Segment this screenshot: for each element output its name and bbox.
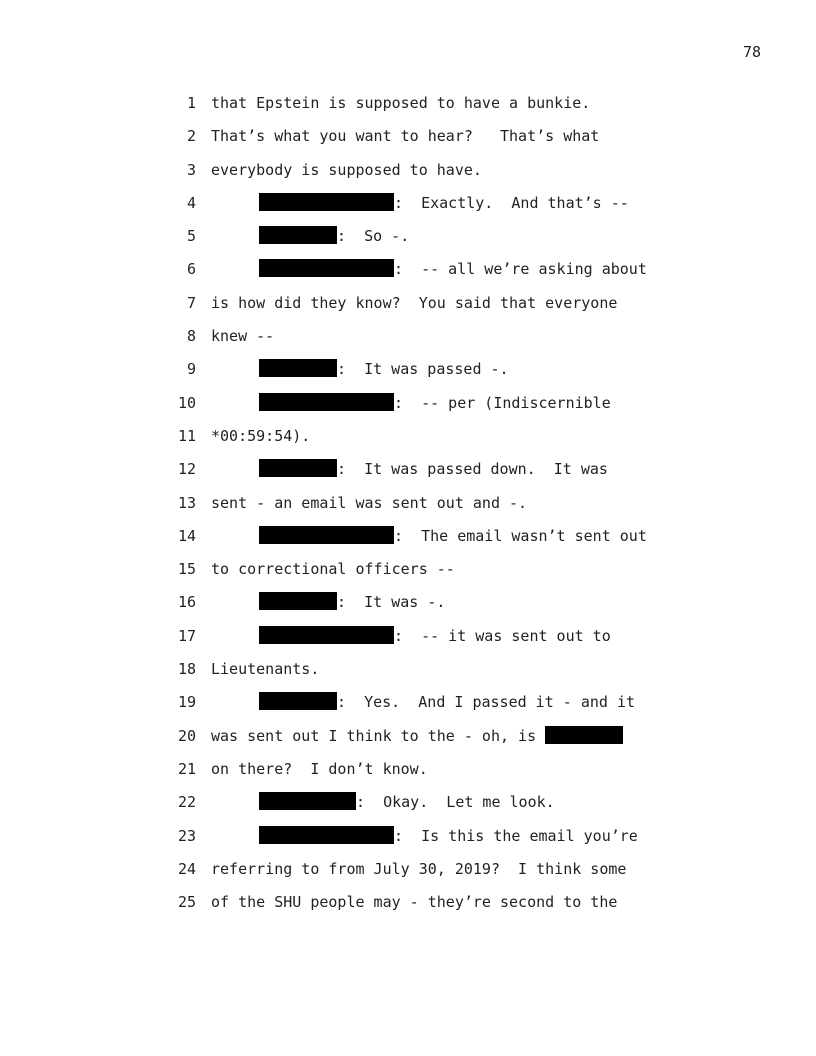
line-number: 21 [177,759,196,778]
speaker-redaction [259,259,394,277]
line-number: 12 [177,460,196,479]
line-content: of the SHU people may - they’re second to the [211,893,618,912]
line-content: : The email wasn’t sent out [394,526,647,545]
speaker-redaction [259,193,394,211]
speaker-redaction [259,226,337,244]
transcript-body [0,92,816,924]
line-text [211,392,611,414]
transcript-line [0,625,816,658]
transcript-line [0,325,816,358]
line-content: *00:59:54). [211,426,311,445]
speaker-redaction [259,626,394,644]
line-text [211,325,274,347]
transcript-line [0,159,816,192]
line-content: That’s what you want to hear? That’s what [211,127,600,146]
line-content: : Exactly. And that’s -- [394,193,629,212]
transcript-line [0,891,816,924]
speaker-redaction [259,692,337,710]
line-content: sent - an email was sent out and -. [211,493,528,512]
line-content: was sent out I think to the - oh, is [211,726,537,745]
line-number: 23 [177,826,196,845]
transcript-line [0,392,816,425]
transcript-line [0,292,816,325]
line-text [211,625,611,647]
line-number: 17 [177,626,196,645]
line-text [211,192,629,214]
line-text [211,691,635,713]
line-number: 7 [186,293,196,312]
line-content: Lieutenants. [211,660,320,679]
line-content: : Is this the email you’re [394,826,638,845]
transcript-line [0,125,816,158]
line-number: 5 [186,227,196,246]
line-number: 1 [186,94,196,112]
line-number: 2 [186,127,196,146]
speaker-redaction [259,592,337,610]
line-text [211,258,647,280]
line-content: : Yes. And I passed it - and it [337,693,636,712]
line-text [211,791,555,813]
transcript-line [0,825,816,858]
transcript-line [0,858,816,891]
line-number: 20 [177,726,196,745]
line-content: : -- all we’re asking about [394,260,647,279]
transcript-line [0,458,816,491]
line-number: 3 [186,160,196,179]
transcript-line [0,758,816,791]
line-number: 4 [186,193,196,212]
line-content: : It was passed down. It was [337,460,608,479]
transcript-line [0,92,816,125]
line-number: 25 [177,893,196,912]
line-number: 8 [186,327,196,346]
transcript-line [0,192,816,225]
line-number: 19 [177,693,196,712]
transcript-line [0,691,816,724]
transcript-line [0,725,816,758]
line-number: 16 [177,593,196,612]
line-text [211,358,509,380]
line-text [211,525,647,547]
transcript-line [0,658,816,691]
line-number: 9 [186,360,196,379]
line-content: on there? I don’t know. [211,759,428,778]
speaker-redaction [259,359,337,377]
line-number: 24 [177,859,196,878]
line-number: 10 [177,393,196,412]
line-text [211,425,310,447]
line-text [211,458,608,480]
line-text [211,159,482,181]
line-content: knew -- [211,327,275,346]
line-text [211,125,599,147]
line-text [211,658,319,680]
line-content: is how did they know? You said that everyone [211,293,618,312]
transcript-line [0,358,816,391]
transcript-line [0,492,816,525]
line-content: : It was -. [337,593,446,612]
line-text [211,758,428,780]
line-content: referring to from July 30, 2019? I think some [211,859,627,878]
line-content: : So -. [337,227,410,246]
line-text [211,591,445,613]
line-text [211,225,409,247]
transcript-line [0,425,816,458]
line-content: : It was passed -. [337,360,509,379]
line-number: 14 [177,526,196,545]
line-number: 6 [186,260,196,279]
page-number: 78 [742,43,761,61]
line-number: 11 [177,426,196,445]
transcript-line [0,591,816,624]
speaker-redaction [259,792,356,810]
speaker-redaction [259,393,394,411]
transcript-line [0,558,816,591]
line-text [211,558,455,580]
line-text [211,858,626,880]
line-number: 22 [177,793,196,812]
line-text [211,92,590,114]
line-text [211,725,623,747]
speaker-redaction [259,459,337,477]
transcript-line [0,225,816,258]
transcript-line [0,258,816,291]
line-text [211,825,638,847]
line-number: 13 [177,493,196,512]
line-text [211,292,617,314]
inline-redaction [545,726,623,744]
line-content: that Epstein is supposed to have a bunkie. [211,94,591,112]
speaker-redaction [259,526,394,544]
line-content: : -- per (Indiscernible [394,393,611,412]
line-content: to correctional officers -- [211,560,455,579]
line-content: everybody is supposed to have. [211,160,482,179]
transcript-line [0,525,816,558]
line-number: 18 [177,660,196,679]
line-content: : Okay. Let me look. [356,793,555,812]
transcript-line [0,791,816,824]
speaker-redaction [259,826,394,844]
line-content: : -- it was sent out to [394,626,611,645]
line-number: 15 [177,560,196,579]
line-text [211,492,527,514]
line-text [211,891,617,913]
